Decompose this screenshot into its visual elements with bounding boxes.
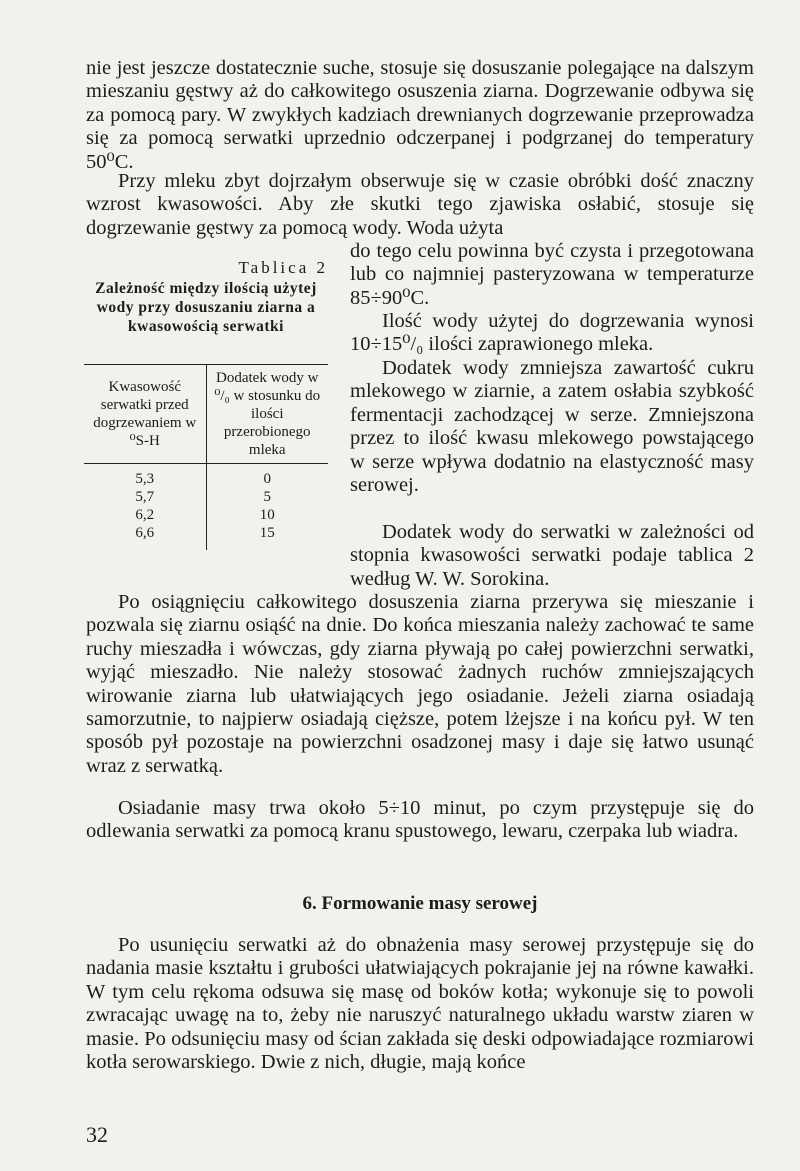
table-cell-water: 5 bbox=[206, 488, 328, 506]
table-row bbox=[84, 506, 328, 524]
table-header-acidity: Kwasowość serwatki przed dogrzewaniem w ⁰S-H bbox=[84, 365, 206, 464]
table-title: Zależność między ilością użytej wody przy dosuszaniu ziarna a kwasowością serwatki bbox=[95, 280, 317, 335]
table-row bbox=[84, 464, 328, 489]
paragraph-settling: Po osiągnięciu całkowitego dosuszenia ziarna przerywa się mieszanie i pozwala się ziarnu osiąść na dnie. Do końca mieszania należy zachować te same ruchy mieszadła i wówczas, gdy ziarna pływają po całej powierzchni serwatki, wyjąć mieszadło. Nie należy stosować żadnych ruchów zmniejszających wirowanie ziarna lub ułatwiających jego osiadanie. Jeżeli ziarna osiadają samorzutnie, to najpierw osiadają cięższe, potem lżejsze i na końcu pył. W ten sposób pył pozostaje na powierzchni osadzonej masy i daje się łatwo usunąć wraz z serwatką. bbox=[86, 591, 754, 777]
paragraph-overripe-milk: Przy mleku zbyt dojrzałym obserwuje się w czasie obróbki dość znaczny wzrost kwasowości. Aby złe skutki tego zjawiska osłabić, stosuje się dogrzewanie gęstwy za pomocą wody. Woda użyta bbox=[86, 170, 754, 239]
table-header-water: Dodatek wody w ⁰/₀ w stosunku do ilości przerobionego mleka bbox=[206, 365, 328, 464]
paragraph-whey-draining: Osiadanie masy trwa około 5÷10 minut, po czym przystępuje się do odlewania serwatki za pomocą kranu spustowego, lewaru, czerpaka lub wiadra. bbox=[86, 797, 754, 843]
water-acidity-table bbox=[84, 364, 328, 550]
paragraph-table-reference: Dodatek wody do serwatki w zależności od stopnia kwasowości serwatki podaje tablica 2 według W. W. Sorokina. bbox=[350, 521, 754, 590]
page-number: 32 bbox=[86, 1122, 108, 1147]
table-cell-acidity: 6,6 bbox=[135, 525, 155, 541]
paragraph-water-quality: do tego celu powinna być czysta i przegotowana lub co najmniej pasteryzowana w temperaturze 85÷90⁰C. bbox=[350, 240, 754, 309]
paragraph-water-amount: Ilość wody użytej do dogrzewania wynosi 10÷15⁰/₀ ilości zaprawionego mleka. bbox=[350, 310, 754, 356]
table-cell-water: 10 bbox=[206, 506, 328, 524]
table-cell-water: 15 bbox=[206, 524, 328, 550]
table-cell-water: 0 bbox=[206, 464, 328, 489]
paragraph-forming: Po usunięciu serwatki aż do obnażenia masy serowej przystępuje się do nadania masie kształtu i grubości ułatwiających pokrajanie jej na równe kawałki. W tym celu rękoma odsuwa się masę od boków kotła; wykonuje się to powoli zwracając uwagę na to, żeby nie naruszyć naturalnego układu warstw ziaren w masie. Po odsunięciu masy od ścian zakłada się deski odpowiadające rozmiarowi kotła serowarskiego. Dwie z nich, długie, mają końce bbox=[86, 934, 754, 1074]
section-heading: 6. Formowanie masy serowej bbox=[302, 893, 538, 914]
paragraph-water-effect: Dodatek wody zmniejsza zawartość cukru mlekowego w ziarnie, a zatem osłabia szybkość fermentacji zachodzącej w serze. Zmniejszona przez to ilość kwasu mlekowego powstającego w serze wpływa dodatnio na elastyczność masy serowej. bbox=[350, 357, 754, 497]
table-caption bbox=[84, 258, 328, 336]
table-row bbox=[84, 488, 328, 506]
paragraph-drying-continuation: nie jest jeszcze dostatecznie suche, stosuje się dosuszanie polegające na dalszym mieszaniu gęstwy aż do całkowitego osuszenia ziarna. Dogrzewanie odbywa się za pomocą pary. W zwykłych kadziach drewnianych dogrzewanie przeprowadza się za pomocą serwatki uprzednio odczerpanej i podgrzanej do temperatury 50⁰C. bbox=[86, 57, 754, 173]
table-label: Tablica 2 bbox=[238, 258, 328, 277]
table-cell-acidity: 6,2 bbox=[135, 507, 155, 523]
table-cell-acidity: 5,7 bbox=[135, 489, 155, 505]
table-cell-acidity: 5,3 bbox=[135, 471, 155, 487]
table-row bbox=[84, 524, 328, 550]
